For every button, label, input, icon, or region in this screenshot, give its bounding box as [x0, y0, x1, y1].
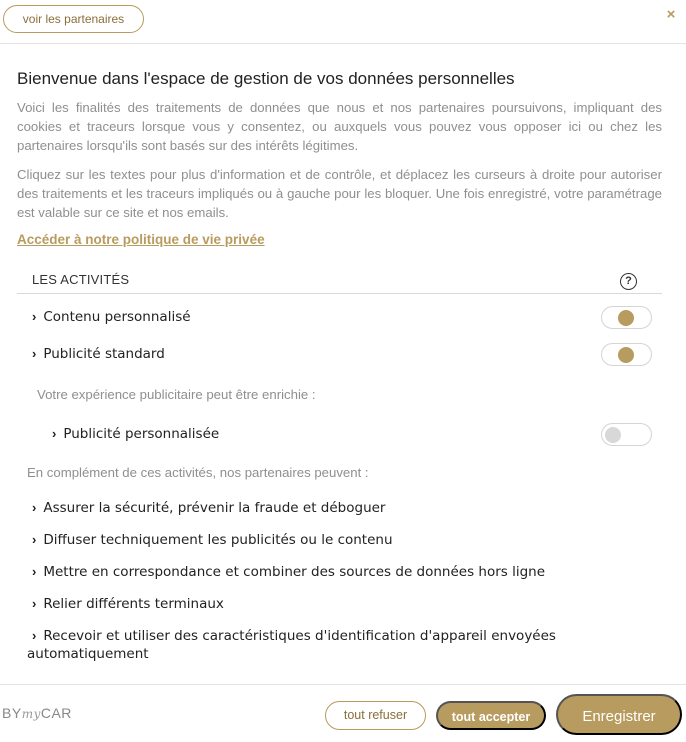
partner-item-continuation[interactable] [27, 645, 149, 669]
toggle-personalized-ads[interactable] [601, 423, 652, 446]
footer [0, 684, 686, 742]
activities-header [17, 268, 662, 294]
partner-item-label: Relier différents terminaux [43, 596, 224, 612]
logo-car: CAR [40, 705, 72, 721]
activity-row-standard-ads[interactable] [32, 345, 165, 369]
page-title: Bienvenue dans l'espace de gestion de vos données personnelles [17, 69, 515, 88]
intro-paragraph-1: Voici les finalités des traitements de données que nous et nos partenaires poursuivons, impliquant des cookies et traceurs lorsque vous y consentez, ou auxquels vous pouvez vous opposer ici ou chez les partenaires lorsqu'ils sont basés sur des intérêts légitimes. [17, 100, 662, 153]
chevron-right-icon: › [32, 309, 37, 324]
chevron-right-icon: › [32, 564, 37, 579]
activity-label: Contenu personnalisé [43, 309, 191, 325]
logo-my: my [21, 707, 41, 721]
toggle-personalized-content[interactable] [601, 306, 652, 329]
chevron-right-icon: › [32, 500, 37, 515]
activity-label: Publicité standard [43, 346, 165, 362]
see-partners-button[interactable]: voir les partenaires [3, 5, 144, 33]
save-button[interactable]: Enregistrer [556, 694, 682, 735]
chevron-right-icon: › [52, 426, 57, 441]
refuse-all-button[interactable]: tout refuser [325, 701, 426, 730]
partner-item[interactable] [32, 531, 393, 555]
accept-all-button[interactable]: tout accepter [436, 701, 546, 730]
partner-item-label: Diffuser techniquement les publicités ou le contenu [43, 532, 393, 548]
partner-item-label: Recevoir et utiliser des caractéristiques d'identification d'appareil envoyées [43, 628, 556, 644]
partner-item[interactable] [32, 563, 545, 587]
help-icon[interactable]: ? [620, 273, 637, 290]
activity-row-personalized-ads[interactable] [52, 425, 219, 449]
toggle-knob [618, 347, 634, 363]
privacy-policy-link[interactable]: Accéder à notre politique de vie privée [17, 232, 265, 247]
toggle-standard-ads[interactable] [601, 343, 652, 366]
logo-by: BY [2, 705, 22, 721]
partner-item-label: Mettre en correspondance et combiner des sources de données hors ligne [43, 564, 546, 580]
chevron-right-icon: › [32, 628, 37, 643]
activity-label: Publicité personnalisée [63, 426, 220, 442]
activity-row-personalized-content[interactable] [32, 308, 191, 332]
partners-note: En complément de ces activités, nos partenaires peuvent : [27, 465, 369, 480]
intro-paragraph-2: Cliquez sur les textes pour plus d'information et de contrôle, et déplacez les curseurs à droite pour autoriser des traitements et les traceurs impliqués ou à gauche pour les bloquer. Une fois enregistré, votre paramétrage est valable sur ce site et nos emails. [17, 167, 662, 220]
enrich-note: Votre expérience publicitaire peut être enrichie : [37, 387, 316, 402]
top-bar [0, 0, 686, 44]
chevron-right-icon: › [32, 346, 37, 361]
chevron-right-icon: › [32, 532, 37, 547]
toggle-knob [618, 310, 634, 326]
chevron-right-icon: › [32, 596, 37, 611]
partner-item-label: automatiquement [27, 646, 149, 662]
close-icon[interactable]: × [666, 6, 676, 23]
activities-header-label: LES ACTIVITÉS [32, 272, 130, 287]
partner-item-label: Assurer la sécurité, prévenir la fraude et déboguer [43, 500, 386, 516]
partner-item[interactable] [32, 595, 224, 619]
toggle-knob [605, 427, 621, 443]
partner-item[interactable] [32, 499, 385, 523]
bymycar-logo [2, 705, 72, 721]
